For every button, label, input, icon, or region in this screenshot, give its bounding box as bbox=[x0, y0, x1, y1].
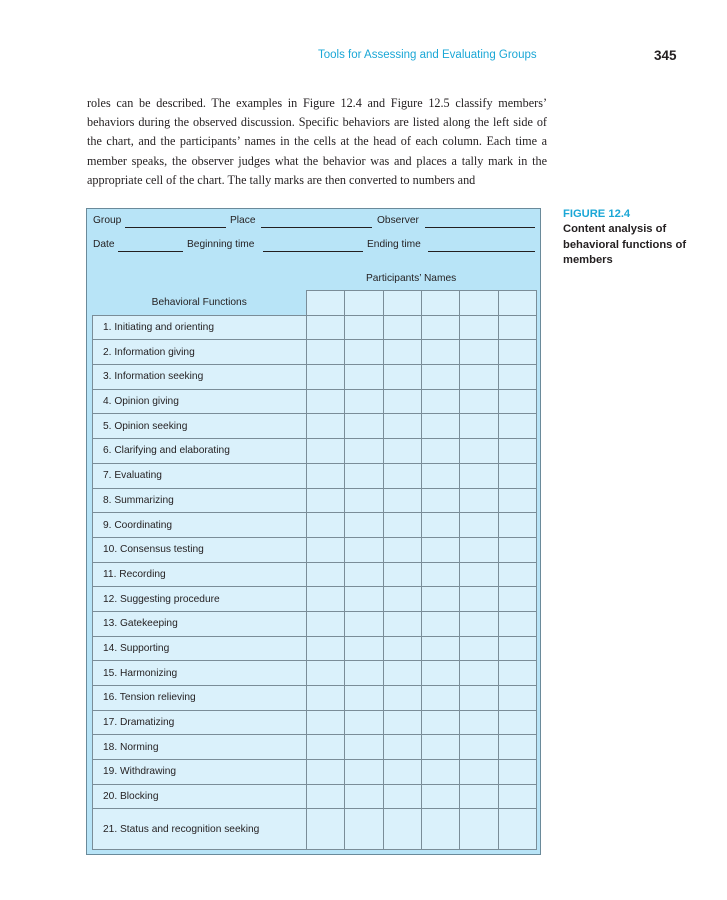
tally-cell bbox=[345, 735, 383, 760]
figure-title: Content analysis of behavioral functions of members bbox=[563, 223, 687, 267]
tally-cell bbox=[421, 587, 459, 612]
tally-cell bbox=[345, 439, 383, 464]
behavior-row bbox=[93, 389, 537, 414]
tally-cell bbox=[345, 315, 383, 340]
behavior-label: 3. Information seeking bbox=[93, 365, 307, 390]
tally-cell bbox=[460, 513, 498, 538]
tally-cell bbox=[307, 784, 345, 809]
tally-cell bbox=[307, 513, 345, 538]
tally-cell bbox=[307, 735, 345, 760]
tally-cell bbox=[460, 562, 498, 587]
tally-cell bbox=[498, 809, 536, 850]
behavior-row bbox=[93, 636, 537, 661]
tally-cell bbox=[498, 340, 536, 365]
tally-cell bbox=[460, 735, 498, 760]
tally-cell bbox=[421, 760, 459, 785]
tally-cell bbox=[307, 611, 345, 636]
tally-cell bbox=[421, 710, 459, 735]
tally-cell bbox=[345, 760, 383, 785]
participants-label: Participants’ Names bbox=[366, 273, 457, 284]
behavior-row bbox=[93, 463, 537, 488]
behavior-row bbox=[93, 784, 537, 809]
tally-cell bbox=[345, 562, 383, 587]
tally-cell bbox=[345, 661, 383, 686]
behavior-row bbox=[93, 735, 537, 760]
tally-cell bbox=[421, 661, 459, 686]
group-line bbox=[125, 227, 226, 228]
behavior-label: 6. Clarifying and elaborating bbox=[93, 439, 307, 464]
behavior-label: 11. Recording bbox=[93, 562, 307, 587]
behavior-label: 18. Norming bbox=[93, 735, 307, 760]
tally-cell bbox=[383, 488, 421, 513]
tally-cell bbox=[421, 735, 459, 760]
beginning-time-label: Beginning time bbox=[187, 239, 255, 250]
tally-cell bbox=[498, 760, 536, 785]
tally-cell bbox=[307, 686, 345, 711]
figure-caption bbox=[563, 207, 688, 269]
tally-cell bbox=[421, 463, 459, 488]
tally-cell bbox=[345, 488, 383, 513]
participant-name-cell bbox=[345, 291, 383, 316]
tally-cell bbox=[383, 439, 421, 464]
tally-cell bbox=[383, 661, 421, 686]
tally-cell bbox=[345, 611, 383, 636]
behavior-row bbox=[93, 513, 537, 538]
tally-cell bbox=[460, 414, 498, 439]
behavior-label: 12. Suggesting procedure bbox=[93, 587, 307, 612]
tally-cell bbox=[460, 686, 498, 711]
tally-cell bbox=[421, 537, 459, 562]
date-line bbox=[118, 251, 183, 252]
behavior-row bbox=[93, 809, 537, 850]
tally-cell bbox=[421, 809, 459, 850]
tally-cell bbox=[498, 439, 536, 464]
tally-cell bbox=[383, 389, 421, 414]
tally-cell bbox=[307, 636, 345, 661]
tally-cell bbox=[460, 488, 498, 513]
tally-cell bbox=[498, 414, 536, 439]
tally-cell bbox=[345, 340, 383, 365]
tally-cell bbox=[421, 686, 459, 711]
tally-cell bbox=[383, 537, 421, 562]
tally-cell bbox=[460, 389, 498, 414]
tally-cell bbox=[460, 340, 498, 365]
place-label: Place bbox=[230, 215, 256, 226]
tally-cell bbox=[421, 414, 459, 439]
behavior-row bbox=[93, 760, 537, 785]
behavior-row bbox=[93, 315, 537, 340]
tally-cell bbox=[383, 636, 421, 661]
tally-cell bbox=[307, 439, 345, 464]
group-label: Group bbox=[93, 215, 122, 226]
tally-cell bbox=[345, 463, 383, 488]
behavior-row bbox=[93, 587, 537, 612]
behavior-label: 17. Dramatizing bbox=[93, 710, 307, 735]
running-head: Tools for Assessing and Evaluating Groups bbox=[318, 49, 537, 61]
tally-cell bbox=[498, 587, 536, 612]
tally-cell bbox=[307, 562, 345, 587]
tally-cell bbox=[498, 562, 536, 587]
tally-cell bbox=[460, 760, 498, 785]
grid-header-row bbox=[93, 291, 537, 316]
tally-cell bbox=[460, 365, 498, 390]
tally-cell bbox=[421, 315, 459, 340]
behavior-label: 8. Summarizing bbox=[93, 488, 307, 513]
ending-time-label: Ending time bbox=[367, 239, 421, 250]
tally-cell bbox=[307, 463, 345, 488]
tally-cell bbox=[498, 488, 536, 513]
tally-cell bbox=[498, 710, 536, 735]
tally-cell bbox=[498, 463, 536, 488]
tally-cell bbox=[307, 809, 345, 850]
behavior-row bbox=[93, 537, 537, 562]
behavior-label: 1. Initiating and orienting bbox=[93, 315, 307, 340]
participant-name-cell bbox=[421, 291, 459, 316]
tally-cell bbox=[421, 488, 459, 513]
tally-cell bbox=[383, 562, 421, 587]
participant-name-cell bbox=[460, 291, 498, 316]
behavior-row bbox=[93, 661, 537, 686]
tally-cell bbox=[421, 340, 459, 365]
tally-cell bbox=[307, 587, 345, 612]
figure-label: FIGURE 12.4 bbox=[563, 208, 631, 220]
behavior-label: 10. Consensus testing bbox=[93, 537, 307, 562]
tally-cell bbox=[345, 587, 383, 612]
ending-time-line bbox=[428, 251, 535, 252]
behavior-row bbox=[93, 340, 537, 365]
tally-cell bbox=[307, 760, 345, 785]
tally-cell bbox=[498, 365, 536, 390]
tally-cell bbox=[307, 710, 345, 735]
tally-cell bbox=[498, 686, 536, 711]
body-paragraph: roles can be described. The examples in Figure 12.4 and Figure 12.5 classify members’ behaviors during the observed discussion. Specific behaviors are listed along the left side of the chart, and the participants’ names in the cells at the head of each column. Each time a member speaks, the observer judges what the behavior was and places a tally mark in the appropriate cell of the chart. The tally marks are then converted to numbers and bbox=[87, 96, 547, 187]
observation-form bbox=[86, 208, 541, 855]
tally-cell bbox=[421, 513, 459, 538]
tally-cell bbox=[383, 315, 421, 340]
tally-cell bbox=[383, 513, 421, 538]
observer-label: Observer bbox=[377, 215, 419, 226]
behavior-label: 21. Status and recognition seeking bbox=[93, 809, 307, 850]
tally-cell bbox=[383, 784, 421, 809]
tally-cell bbox=[345, 389, 383, 414]
tally-cell bbox=[383, 587, 421, 612]
tally-cell bbox=[498, 636, 536, 661]
tally-cell bbox=[383, 463, 421, 488]
tally-cell bbox=[460, 809, 498, 850]
tally-cell bbox=[307, 537, 345, 562]
behavior-label: 13. Gatekeeping bbox=[93, 611, 307, 636]
tally-cell bbox=[460, 710, 498, 735]
participant-name-cell bbox=[307, 291, 345, 316]
tally-cell bbox=[421, 562, 459, 587]
behavior-row bbox=[93, 488, 537, 513]
date-label: Date bbox=[93, 239, 115, 250]
tally-cell bbox=[498, 537, 536, 562]
tally-cell bbox=[498, 315, 536, 340]
participant-name-cell bbox=[498, 291, 536, 316]
tally-cell bbox=[498, 784, 536, 809]
tally-cell bbox=[383, 365, 421, 390]
tally-cell bbox=[460, 661, 498, 686]
tally-cell bbox=[345, 365, 383, 390]
tally-cell bbox=[498, 513, 536, 538]
behavior-label: 5. Opinion seeking bbox=[93, 414, 307, 439]
behavior-label: 9. Coordinating bbox=[93, 513, 307, 538]
behavior-row bbox=[93, 562, 537, 587]
tally-cell bbox=[460, 611, 498, 636]
tally-cell bbox=[307, 365, 345, 390]
tally-cell bbox=[383, 809, 421, 850]
tally-cell bbox=[460, 587, 498, 612]
behavior-grid bbox=[92, 290, 537, 850]
participant-name-cell bbox=[383, 291, 421, 316]
tally-cell bbox=[460, 315, 498, 340]
tally-cell bbox=[383, 414, 421, 439]
behavioral-functions-header: Behavioral Functions bbox=[93, 291, 307, 316]
tally-cell bbox=[460, 463, 498, 488]
tally-cell bbox=[345, 686, 383, 711]
tally-cell bbox=[421, 389, 459, 414]
tally-cell bbox=[421, 636, 459, 661]
tally-cell bbox=[421, 784, 459, 809]
tally-cell bbox=[421, 611, 459, 636]
tally-cell bbox=[307, 488, 345, 513]
tally-cell bbox=[460, 439, 498, 464]
observer-line bbox=[425, 227, 535, 228]
tally-cell bbox=[498, 389, 536, 414]
tally-cell bbox=[498, 611, 536, 636]
tally-cell bbox=[498, 661, 536, 686]
tally-cell bbox=[307, 315, 345, 340]
tally-cell bbox=[345, 784, 383, 809]
tally-cell bbox=[345, 414, 383, 439]
tally-cell bbox=[383, 611, 421, 636]
page-number: 345 bbox=[654, 48, 677, 63]
tally-cell bbox=[383, 710, 421, 735]
tally-cell bbox=[383, 735, 421, 760]
tally-cell bbox=[307, 414, 345, 439]
tally-cell bbox=[460, 537, 498, 562]
tally-cell bbox=[383, 686, 421, 711]
tally-cell bbox=[345, 513, 383, 538]
behavior-row bbox=[93, 686, 537, 711]
tally-cell bbox=[345, 537, 383, 562]
tally-cell bbox=[345, 710, 383, 735]
beginning-time-line bbox=[263, 251, 363, 252]
tally-cell bbox=[460, 784, 498, 809]
behavior-label: 4. Opinion giving bbox=[93, 389, 307, 414]
behavior-row bbox=[93, 414, 537, 439]
behavior-row bbox=[93, 611, 537, 636]
tally-cell bbox=[383, 760, 421, 785]
tally-cell bbox=[498, 735, 536, 760]
tally-cell bbox=[383, 340, 421, 365]
behavior-label: 14. Supporting bbox=[93, 636, 307, 661]
tally-cell bbox=[307, 661, 345, 686]
tally-cell bbox=[460, 636, 498, 661]
behavior-label: 2. Information giving bbox=[93, 340, 307, 365]
behavior-label: 16. Tension relieving bbox=[93, 686, 307, 711]
behavior-row bbox=[93, 439, 537, 464]
behavior-label: 7. Evaluating bbox=[93, 463, 307, 488]
behavior-row bbox=[93, 710, 537, 735]
behavior-label: 19. Withdrawing bbox=[93, 760, 307, 785]
tally-cell bbox=[421, 439, 459, 464]
behavior-row bbox=[93, 365, 537, 390]
tally-cell bbox=[345, 809, 383, 850]
behavior-label: 15. Harmonizing bbox=[93, 661, 307, 686]
tally-cell bbox=[345, 636, 383, 661]
place-line bbox=[261, 227, 372, 228]
tally-cell bbox=[307, 389, 345, 414]
tally-cell bbox=[421, 365, 459, 390]
behavior-label: 20. Blocking bbox=[93, 784, 307, 809]
tally-cell bbox=[307, 340, 345, 365]
